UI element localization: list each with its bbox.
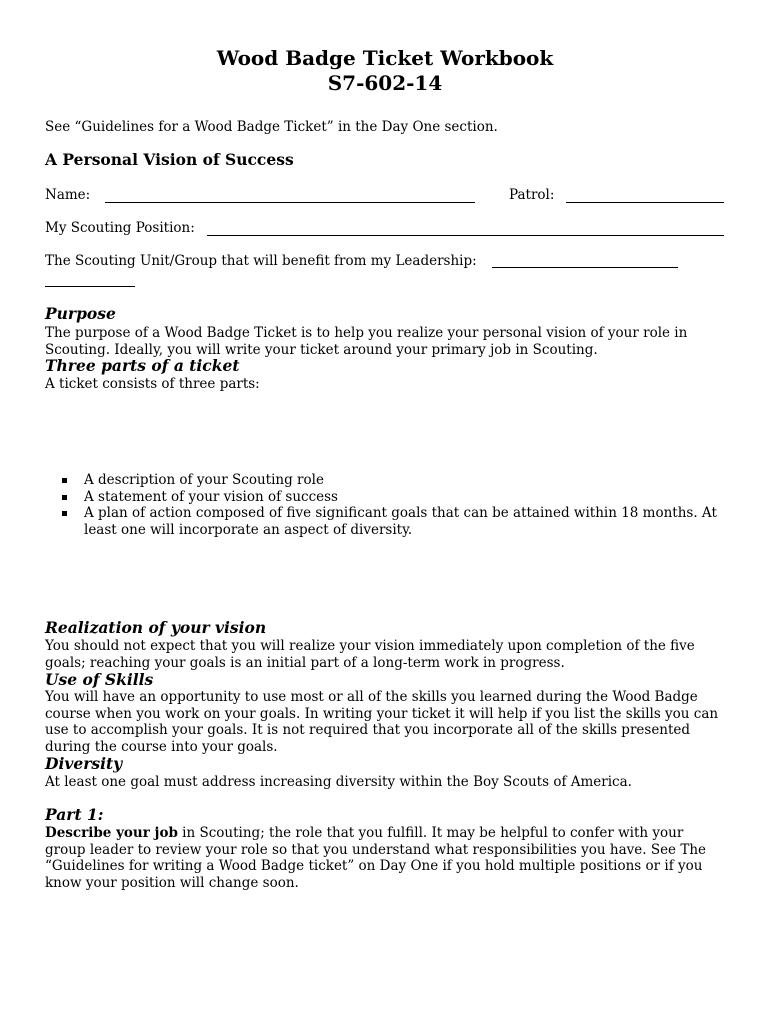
list-item	[45, 505, 725, 538]
parts-heading: Three parts of a ticket	[45, 356, 240, 375]
parts-text: A ticket consists of three parts:	[45, 376, 260, 392]
position-field-line[interactable]	[207, 235, 724, 236]
list-item-text: A description of your Scouting role	[84, 472, 324, 488]
bullet-icon	[62, 495, 67, 500]
unit-field-line[interactable]	[492, 267, 678, 268]
part1-bold-lead: Describe your job	[45, 825, 178, 841]
patrol-field-line[interactable]	[566, 202, 724, 203]
skills-heading: Use of Skills	[45, 670, 154, 689]
list-item-text: A statement of your vision of success	[84, 488, 338, 505]
purpose-text: The purpose of a Wood Badge Ticket is to help you realize your personal vision of your role in Scouting. Ideally, you will write your ticket around your primary job in Scouting.	[45, 325, 688, 358]
document-title: Wood Badge Ticket Workbook	[216, 46, 554, 70]
name-label: Name:	[45, 187, 91, 203]
diversity-text: At least one goal must address increasing diversity within the Boy Scouts of America.	[45, 774, 632, 790]
part1-body: in Scouting; the role that you fulfill. It may be helpful to confer with your group leader to review your role so that you understand what responsibilities you have. See The “Guidelines for writing a Wood Badge ticket” on Day One if you hold multiple positions or if you know your position will change soon.	[45, 825, 707, 891]
diversity-heading: Diversity	[45, 754, 123, 773]
list-item-text: A plan of action composed of five significant goals that can be attained within 18 months. At least one will incorporate an aspect of diversity.	[84, 505, 717, 538]
parts-list	[45, 472, 725, 538]
vision-heading: A Personal Vision of Success	[45, 150, 294, 169]
part1-heading: Part 1:	[45, 805, 104, 824]
purpose-heading: Purpose	[45, 304, 116, 323]
intro-text: See “Guidelines for a Wood Badge Ticket” in the Day One section.	[45, 119, 498, 135]
bullet-icon	[62, 478, 67, 483]
patrol-label: Patrol:	[509, 187, 555, 203]
realization-text: You should not expect that you will realize your vision immediately upon completion of the five goals; reaching your goals is an initial part of a long-term work in progress.	[45, 638, 695, 671]
list-item	[45, 489, 725, 506]
document-code: S7-602-14	[327, 71, 443, 95]
list-item	[45, 472, 725, 489]
unit-field-line-continued[interactable]	[45, 286, 135, 287]
bullet-icon	[62, 511, 67, 516]
name-field-line[interactable]	[105, 202, 475, 203]
skills-text: You will have an opportunity to use most or all of the skills you learned during the Wood Badge course when you work on your goals. In writing your ticket it will help if you list the skills you can use to accomplish your goals. It is not required that you incorporate all of the skills presented during the course into your goals.	[45, 689, 719, 755]
unit-label: The Scouting Unit/Group that will benefit from my Leadership:	[45, 253, 477, 269]
part1-text	[45, 825, 725, 891]
position-label: My Scouting Position:	[45, 220, 195, 236]
realization-heading: Realization of your vision	[45, 618, 267, 637]
